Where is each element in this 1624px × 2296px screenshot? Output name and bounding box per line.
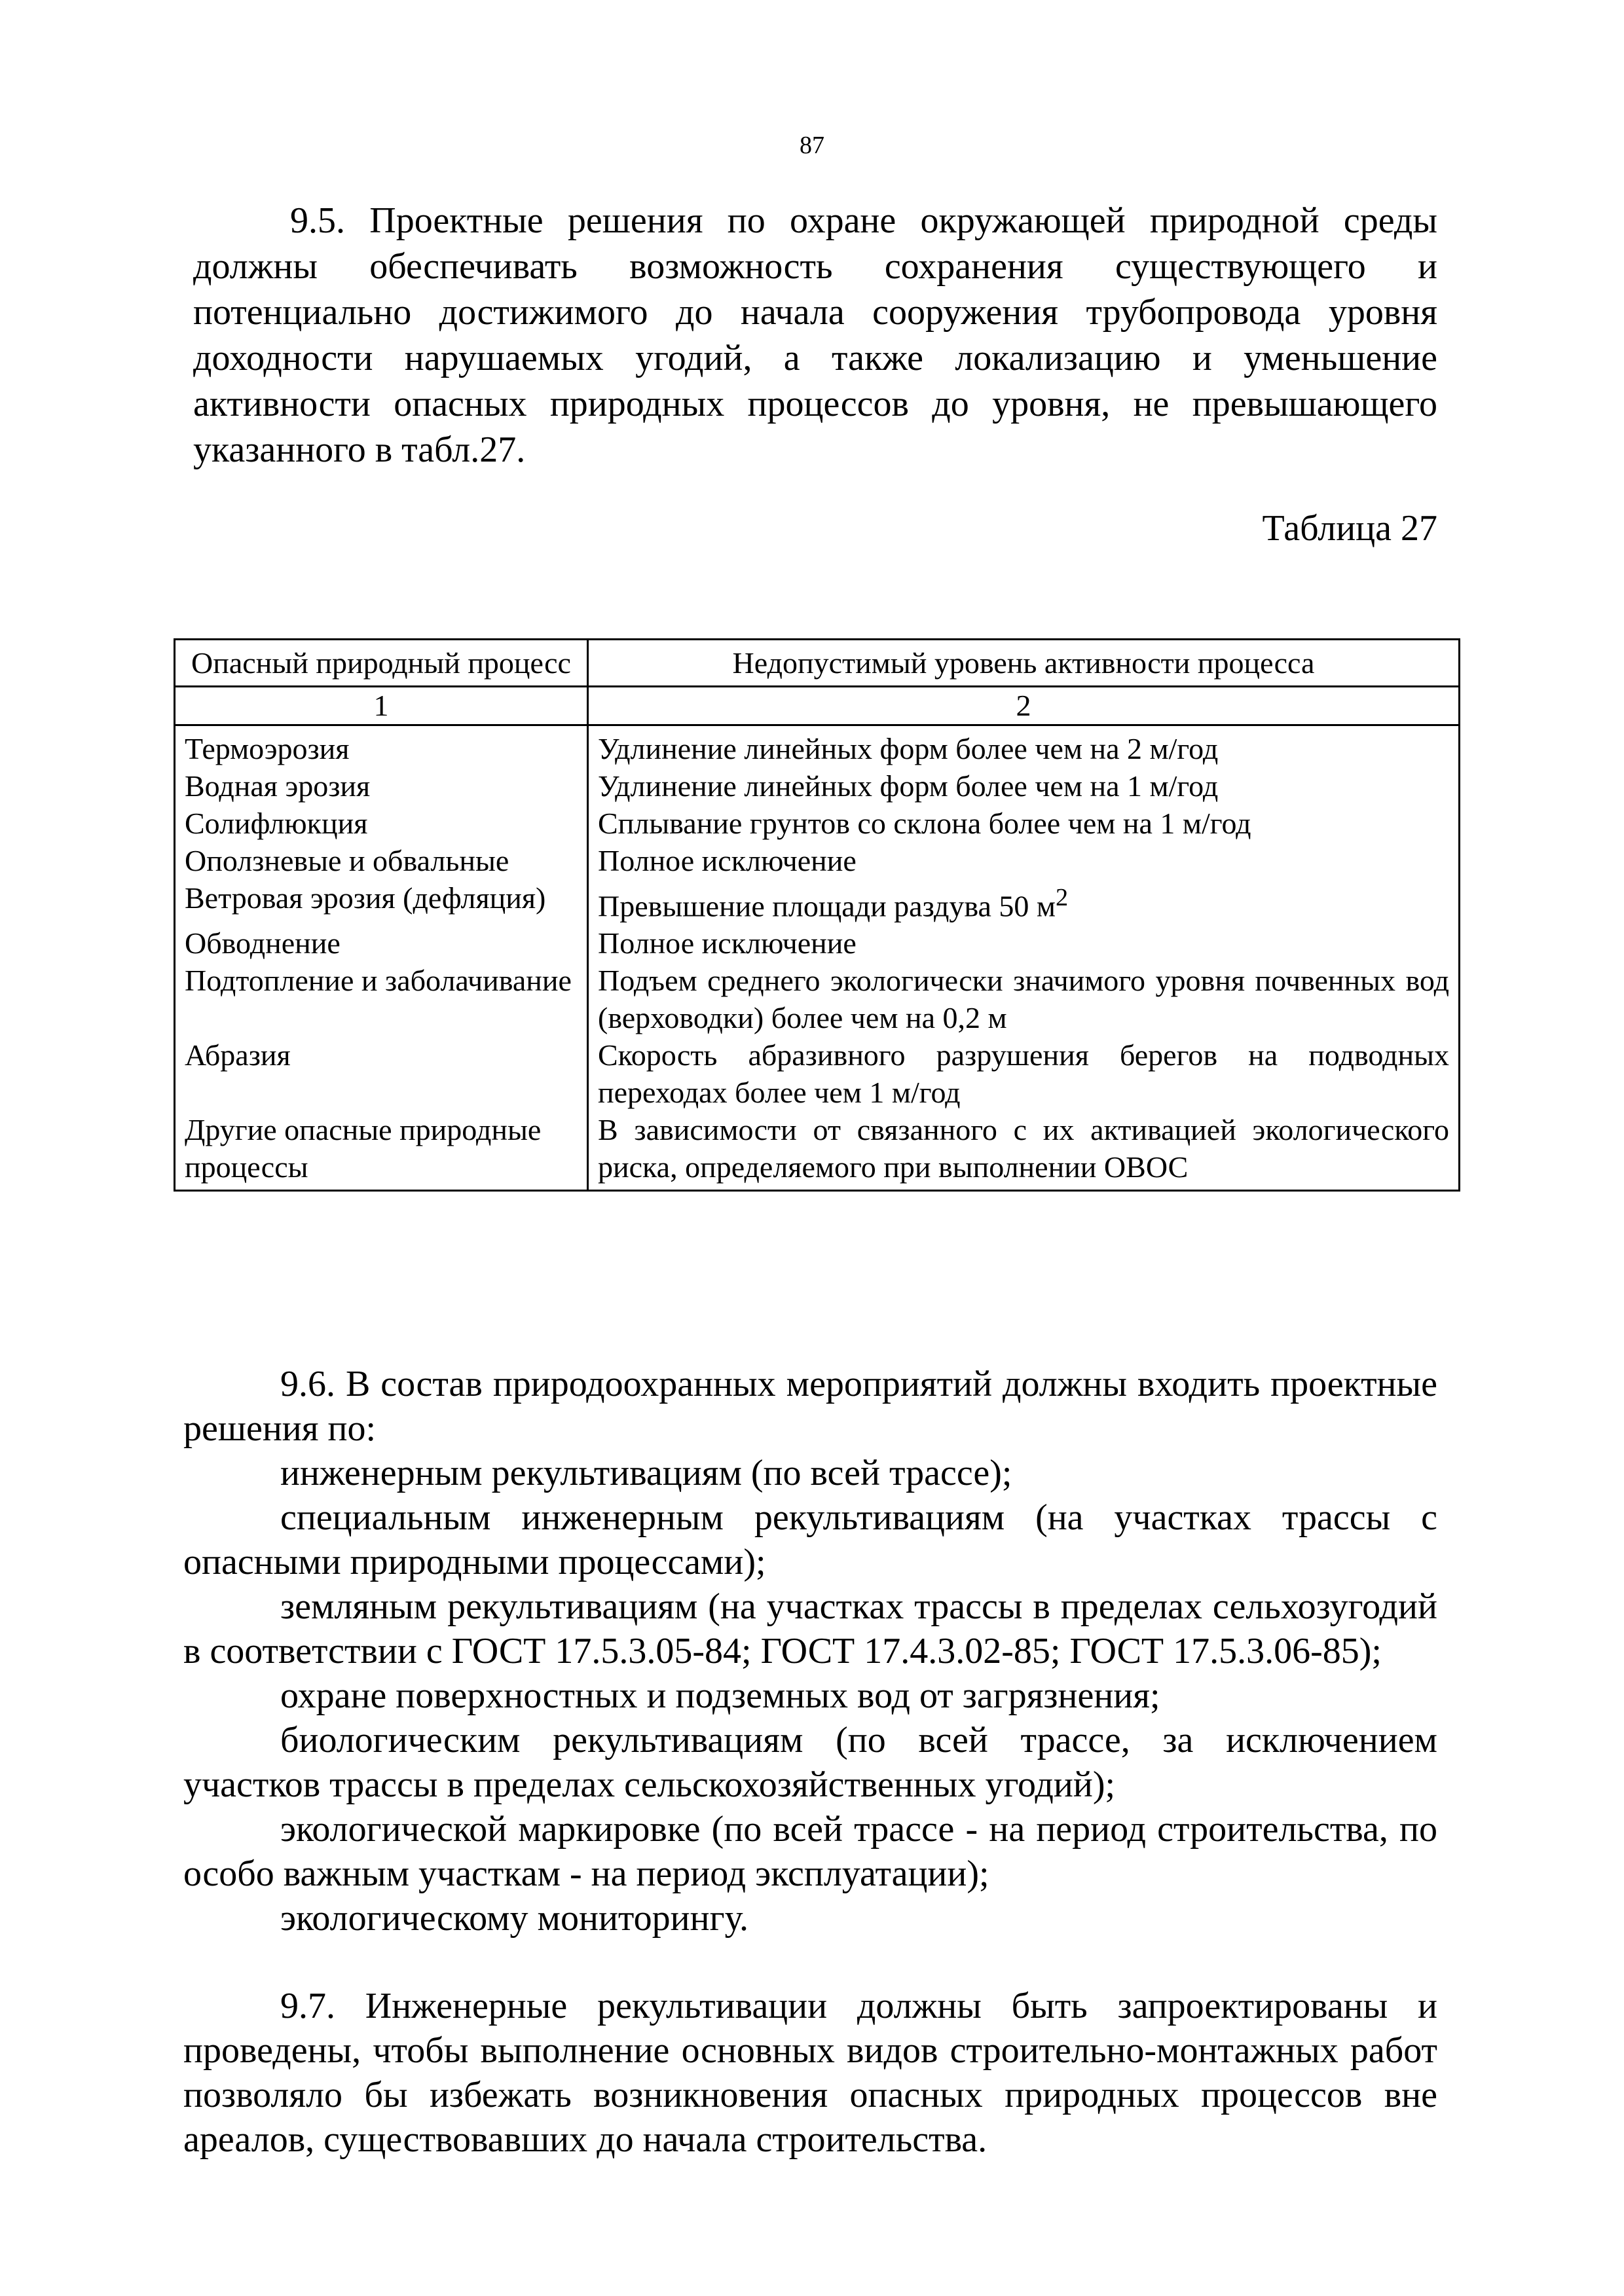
- list-item: специальным инженерным рекультивациям (на участках трассы с опасными природными процессами);: [183, 1497, 1437, 1582]
- section-9-6-intro: 9.6. В состав природоохранных мероприятий должны входить проектные решения по:: [183, 1364, 1437, 1449]
- level-cell: Полное исключение: [588, 924, 1460, 962]
- column-header-process: Опасный природный процесс: [175, 640, 588, 687]
- process-cell: Термоэрозия: [175, 725, 588, 768]
- level-cell: Полное исключение: [588, 842, 1460, 879]
- process-cell: Солифлюкция: [175, 805, 588, 842]
- table-header-row: [175, 640, 1460, 687]
- section-9-5-paragraph: [193, 198, 1437, 473]
- list-item: земляным рекультивациям (на участках трассы в пределах сельхозугодий в соответствии с ГОСТ 17.5.3.05-84; ГОСТ 17.4.3.02-85; ГОСТ 17.5.3.06-85);: [183, 1586, 1437, 1671]
- process-cell: Подтопление и заболачивание: [175, 962, 588, 1036]
- list-item: охране поверхностных и подземных вод от загрязнения;: [280, 1675, 1160, 1716]
- level-cell: Удлинение линейных форм более чем на 2 м/год: [588, 725, 1460, 768]
- level-cell: [588, 879, 1460, 924]
- superscript-2: 2: [1055, 884, 1069, 911]
- process-cell: Водная эрозия: [175, 767, 588, 805]
- table-row: [175, 842, 1460, 879]
- hazard-activity-table: [174, 638, 1460, 1192]
- page-number: 87: [800, 132, 824, 159]
- table-row: [175, 805, 1460, 842]
- section-9-5-text: 9.5. Проектные решения по охране окружающей природной среды должны обеспечивать возможность сохранения существующего и потенциально достижимого до начала сооружения трубопровода уровня доходности нарушаемых угодий, а также локализацию и уменьшение активности опасных природных процессов до уровня, не превышающего указанного в табл.27.: [193, 200, 1437, 470]
- section-9-6: [183, 1362, 1437, 1941]
- column-number-row: [175, 687, 1460, 725]
- list-item: экологической маркировке (по всей трассе - на период строительства, по особо важным участкам - на период эксплуатации);: [183, 1809, 1437, 1894]
- table-row: [175, 767, 1460, 805]
- column-number-2: 2: [588, 687, 1460, 725]
- table-row: [175, 962, 1460, 1036]
- process-cell: Другие опасные природные процессы: [175, 1111, 588, 1191]
- process-cell: Абразия: [175, 1036, 588, 1111]
- level-text: Превышение площади раздува 50 м: [598, 889, 1056, 923]
- level-cell: Скорость абразивного разрушения берегов на подводных переходах более чем 1 м/год: [588, 1036, 1460, 1111]
- level-cell: Удлинение линейных форм более чем на 1 м/год: [588, 767, 1460, 805]
- process-cell: Ветровая эрозия (дефляция): [175, 879, 588, 924]
- process-cell: Оползневые и обвальные: [175, 842, 588, 879]
- column-header-level: Недопустимый уровень активности процесса: [588, 640, 1460, 687]
- list-item: инженерным рекультивациям (по всей трассе);: [280, 1453, 1012, 1493]
- level-cell: Сплывание грунтов со склона более чем на 1 м/год: [588, 805, 1460, 842]
- table-row: [175, 725, 1460, 768]
- column-number-1: 1: [175, 687, 588, 725]
- table-caption: Таблица 27: [1262, 508, 1437, 549]
- table-row: [175, 924, 1460, 962]
- process-cell: Обводнение: [175, 924, 588, 962]
- section-9-7-text: 9.7. Инженерные рекультивации должны быть запроектированы и проведены, чтобы выполнение основных видов строительно-монтажных работ позволяло бы избежать возникновения опасных природных процессов вне ареалов, существовавших до начала строительства.: [183, 1986, 1437, 2160]
- table-row: [175, 1036, 1460, 1111]
- list-item: экологическому мониторингу.: [280, 1898, 748, 1939]
- level-cell: В зависимости от связанного с их активацией экологического риска, определяемого при выполнении ОВОС: [588, 1111, 1460, 1191]
- list-item: биологическим рекультивациям (по всей трассе, за исключением участков трассы в пределах сельскохозяйственных угодий);: [183, 1720, 1437, 1805]
- table-row: [175, 1111, 1460, 1191]
- level-cell: Подъем среднего экологически значимого уровня почвенных вод (верховодки) более чем на 0,2 м: [588, 962, 1460, 1036]
- table-row: [175, 879, 1460, 924]
- section-9-7: [183, 1984, 1437, 2162]
